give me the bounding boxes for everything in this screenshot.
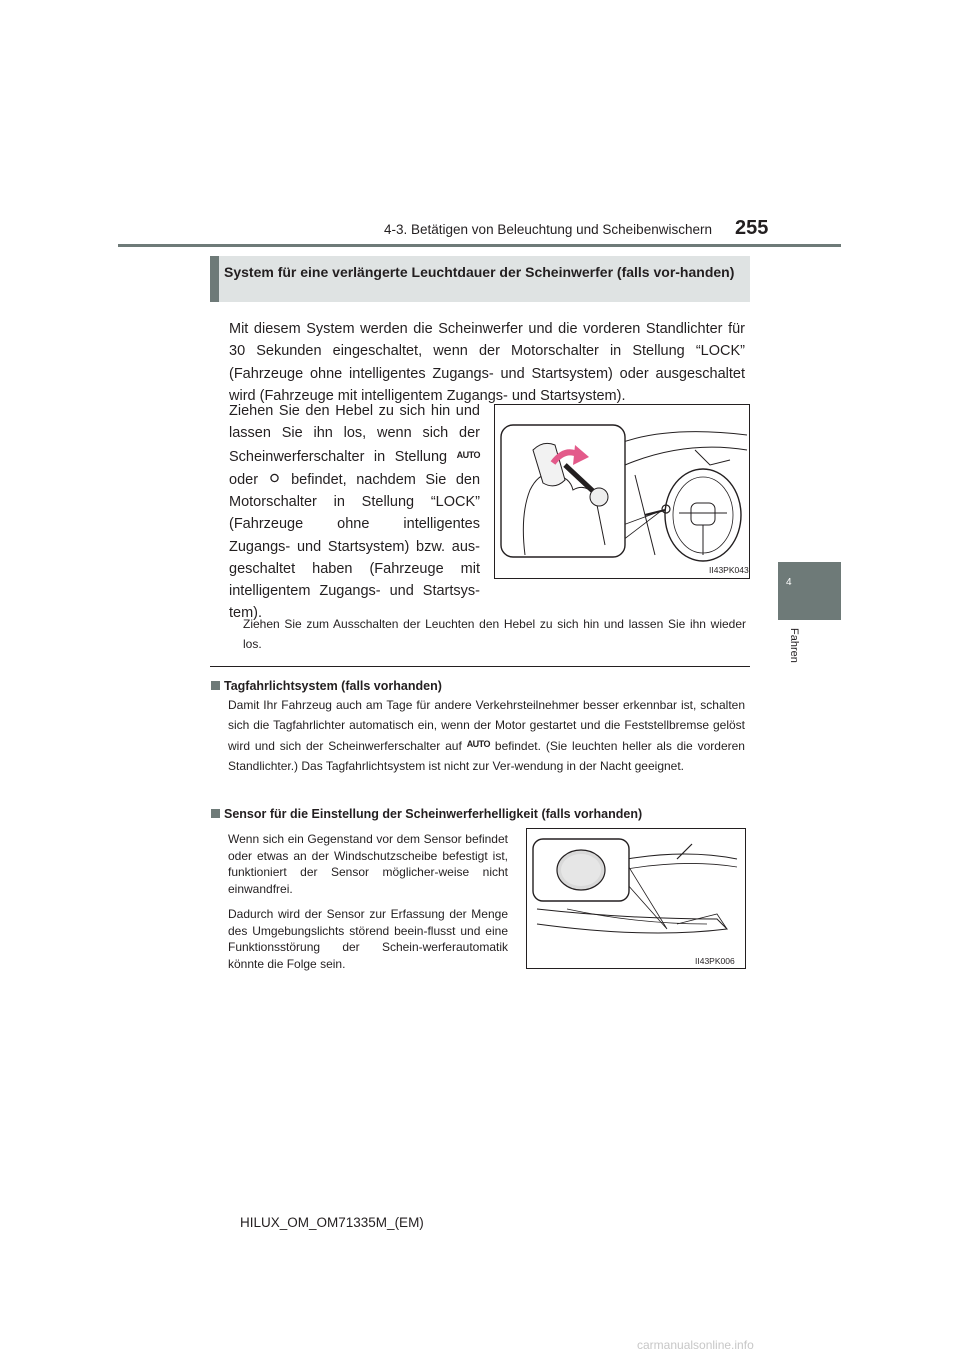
square-bullet-icon [211, 809, 220, 818]
square-bullet-icon [211, 681, 220, 690]
figure-code: II43PK043 [709, 565, 749, 575]
instruction-text-c: befindet, nachdem Sie den Motorschalter in Stellung “LOCK” (Fahrzeuge ohne intelligentes Zugangs- und Startsystem) bzw. aus-geschaltet haben (Fahrzeuge mit intelligentem Zugangs- und Startsys-tem). [229, 472, 481, 621]
chapter-tab-number: 4 [786, 577, 792, 588]
lever-illustration [494, 404, 750, 579]
daytime-paragraph: Damit Ihr Fahrzeug auch am Tage für andere Verkehrsteilnehmer besser erkennbar ist, schalten sich die Tagfahrlichter automatisch ein, wenn der Motor gestartet und die Feststellbremse gelöst wird und sich der Scheinwerferschalter auf AUTO befindet. (Sie leuchten heller als die vorderen Standlichter.) Das Tagfahrlichtsystem ist nicht zur Ver-wendung in der Nacht geeignet. [228, 698, 745, 773]
chapter-tab[interactable] [778, 562, 841, 620]
page-number: 255 [735, 217, 769, 239]
note-paragraph: Ziehen Sie zum Ausschalten der Leuchten den Hebel zu sich hin und lassen Sie ihn wieder los. [243, 617, 746, 651]
section-heading: System für eine verlängerte Leuchtdauer der Scheinwerfer (falls vor-handen) [224, 264, 735, 280]
figure-code: II43PK006 [695, 956, 735, 966]
auto-icon: AUTO [466, 739, 491, 749]
document-code: HILUX_OM_OM71335M_(EM) [240, 1215, 424, 1230]
headlight-symbol-icon [268, 468, 282, 490]
chapter-tab-label: Fahren [788, 628, 800, 663]
chapter-title: 4-3. Betätigen von Beleuchtung und Scheibenwischern [384, 222, 712, 237]
subsection-heading-sensor: Sensor für die Einstellung der Scheinwerferhelligkeit (falls vorhanden) [211, 806, 642, 822]
auto-icon: AUTO [456, 450, 480, 461]
sensor-paragraph-2: Dadurch wird der Sensor zur Erfassung der Menge des Umgebungslichts störend beein-flusst und eine Funktionsstörung der Schein-werferautomatik könnte die Folge sein. [228, 907, 508, 971]
section-divider [210, 666, 750, 667]
sensor-paragraph-1: Wenn sich ein Gegenstand vor dem Sensor befindet oder etwas an der Windschutzscheibe befestigt ist, funktioniert der Sensor möglicher-weise nicht einwandfrei. [228, 832, 508, 896]
header-rule [118, 244, 841, 247]
intro-paragraph: Mit diesem System werden die Scheinwerfer und die vorderen Standlichter für 30 Sekunden eingeschaltet, wenn der Motorschalter in Stellung “LOCK” (Fahrzeuge ohne intelligentes Zugangs- und Startsystem) oder ausgeschaltet wird (Fahrzeuge mit intelligentem Zugangs- und Startsystem). [229, 321, 745, 404]
section-heading-bar [210, 256, 219, 302]
subsection-heading-daytime: Tagfahrlichtsystem (falls vorhanden) [211, 678, 442, 694]
instruction-paragraph [229, 400, 480, 624]
sensor-illustration [526, 828, 746, 969]
instruction-text-a: Ziehen Sie den Hebel zu sich hin und lassen Sie ihn los, wenn sich der Scheinwerferschalter in Stellung [229, 403, 480, 466]
watermark: carmanualsonline.info [637, 1338, 754, 1352]
instruction-text-b: oder [229, 472, 259, 489]
